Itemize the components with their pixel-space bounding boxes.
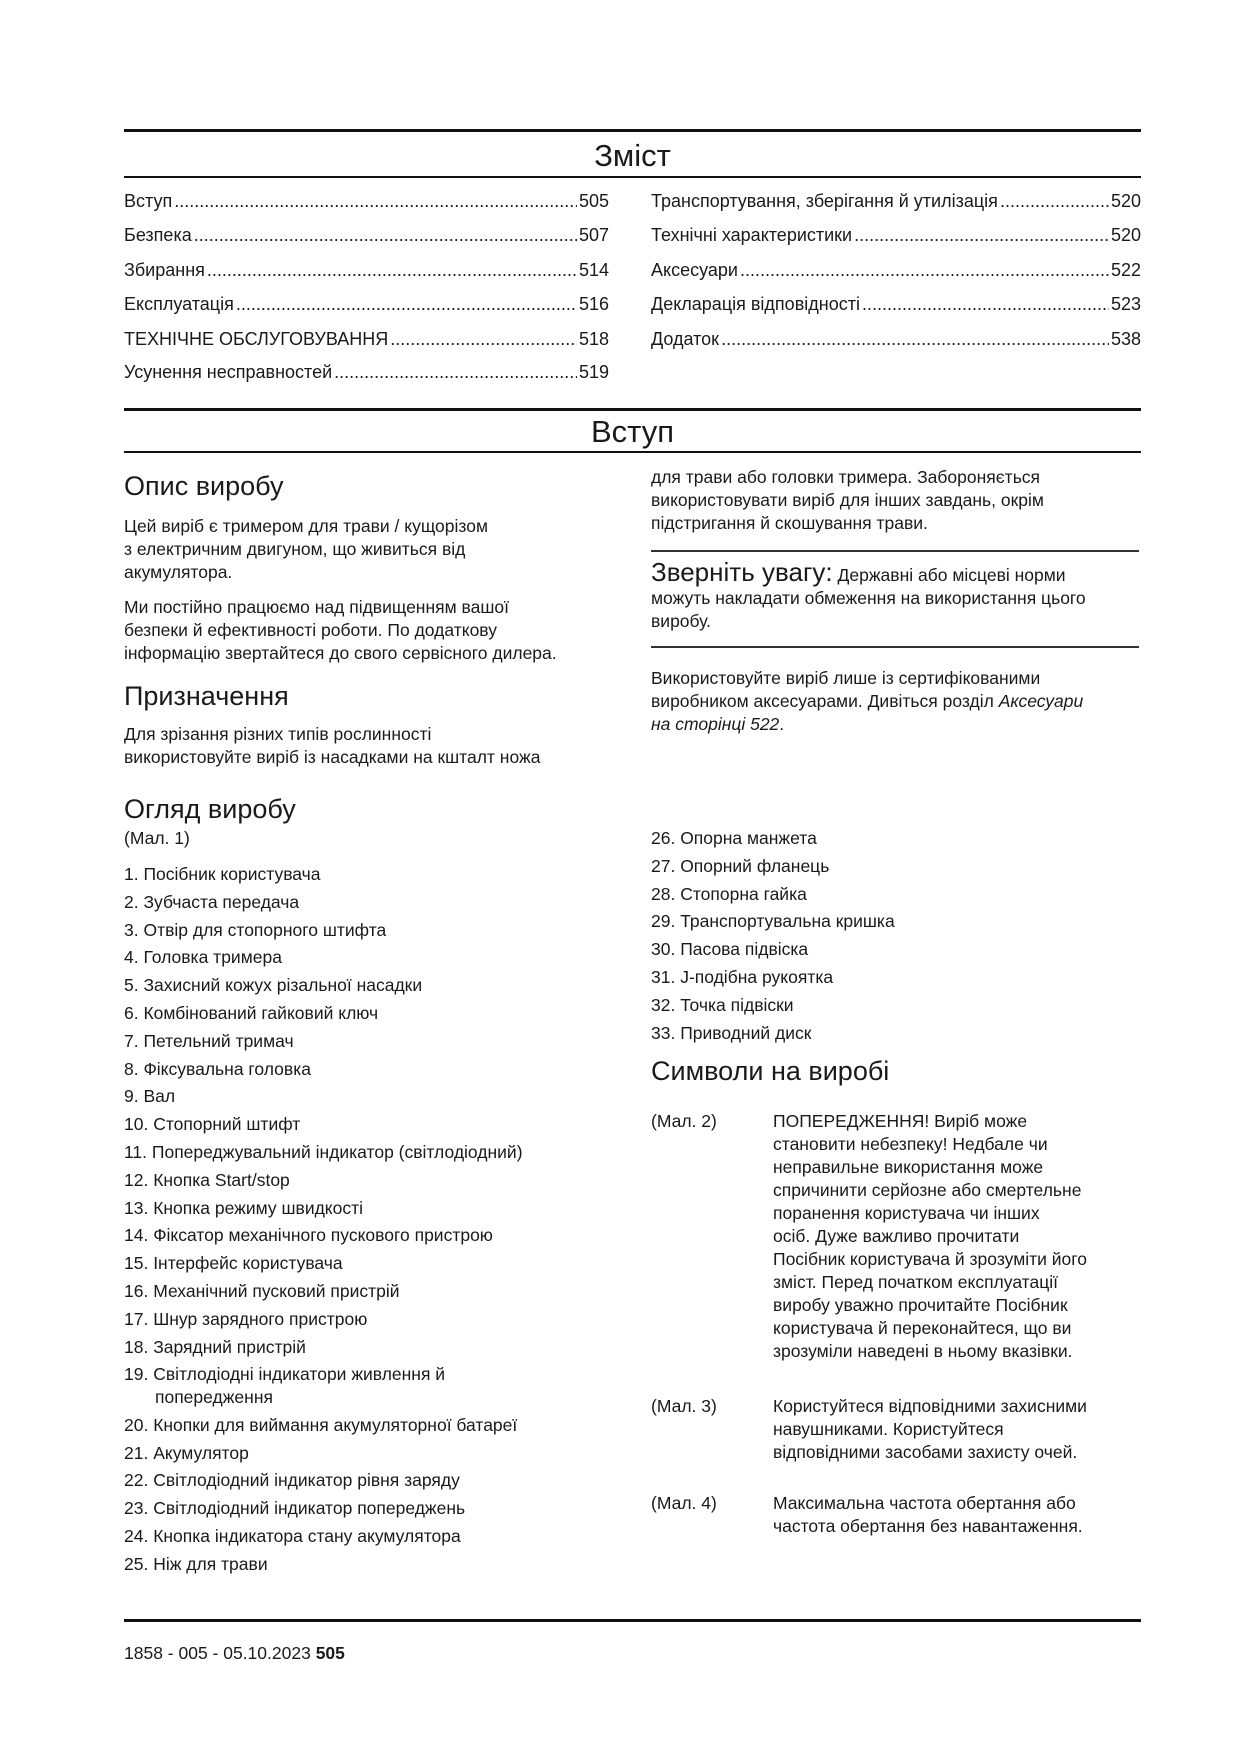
text-line: Максимальна частота обертання або [773,1493,1076,1513]
text-line: для трави або головки тримера. Забороняється [651,467,1041,487]
list-item: 23. Світлодіодний індикатор попереджень [124,1498,466,1519]
toc-entry-page: 507 [578,225,609,245]
text-line: з електричним двигуном, що живиться від [124,539,466,559]
list-item: 17. Шнур зарядного пристрою [124,1308,368,1329]
list-item: 10. Стопорний штифт [124,1114,301,1135]
accessories-page-link[interactable]: на сторінці 522 [651,714,780,734]
text-line: Користуйтеся відповідними захисними [773,1396,1087,1416]
document-code: 1858 - 005 - 05.10.2023 [124,1643,316,1663]
accessories-paragraph [651,667,1083,736]
text-line: використовувати виріб для інших завдань, окрім [651,490,1044,510]
toc-entry-label: ТЕХНІЧНЕ ОБСЛУГОВУВАННЯ [124,329,389,349]
text-line: підстригання й скошування трави. [651,513,928,533]
text-line: становити небезпеку! Недбале чи [773,1134,1048,1154]
toc-entry[interactable] [124,293,609,315]
toc-entry[interactable] [651,224,1141,246]
list-item: 27. Опорний фланець [651,855,830,876]
note-bottom-rule [651,646,1139,648]
toc-entry-label: Усунення несправностей [124,362,333,382]
toc-entry-page: 514 [578,260,609,280]
text-line: користувача й переконайтеся, що ви [773,1318,1072,1338]
intro-title-rule [124,451,1141,453]
toc-entry[interactable] [651,328,1141,350]
list-item: 13. Кнопка режиму швидкості [124,1197,364,1218]
toc-top-rule [124,129,1141,132]
description-heading: Опис виробу [124,471,284,501]
intro-top-rule [124,408,1141,411]
list-item: 9. Вал [124,1086,176,1107]
toc-entry-label: Експлуатація [124,294,234,314]
list-item: 30. Пасова підвіска [651,939,809,960]
text-line: акумулятора. [124,562,233,582]
toc-entry-label: Вступ [124,191,173,211]
purpose-paragraph-continued [651,466,1044,535]
toc-entry-page: 519 [578,362,609,382]
overview-list-right [651,827,895,1049]
list-item: 29. Транспортувальна кришка [651,911,895,932]
text-line: безпеки й ефективності роботи. По додаткову [124,620,497,640]
list-item-line: 19. Світлодіодні індикатори живлення й [124,1364,446,1385]
intro-title: Вступ [590,414,674,449]
page-footer [124,1642,345,1664]
list-item: 5. Захисний кожух різальної насадки [124,975,423,996]
symbols-heading: Символи на виробі [651,1056,890,1086]
symbol-description [773,1395,1143,1464]
toc-entry-label: Технічні характеристики [651,225,853,245]
text-line: Посібник користувача й зрозуміти його [773,1249,1088,1269]
purpose-paragraph-start [124,723,540,769]
list-item: 4. Головка тримера [124,947,282,968]
list-item: 33. Приводний диск [651,1022,812,1043]
text-line: зрозуміли наведені в ньому вказівки. [773,1341,1073,1361]
text-line: Використовуйте виріб лише із сертифікованими [651,668,1041,688]
footer-rule [124,1619,1141,1622]
text-line: . [779,714,785,734]
purpose-heading: Призначення [124,681,289,711]
toc-entry-page: 505 [578,191,609,211]
list-item: 28. Стопорна гайка [651,883,807,904]
list-item: 18. Зарядний пристрій [124,1336,306,1357]
list-item: 32. Точка підвіски [651,994,794,1015]
list-item: 25. Ніж для трави [124,1553,268,1574]
list-item: 22. Світлодіодний індикатор рівня заряду [124,1470,460,1491]
toc-entry[interactable] [124,361,609,383]
symbol-figure-ref: (Мал. 3) [651,1396,717,1416]
toc-entry-page: 520 [1110,191,1141,211]
text-line: Цей виріб є тримером для трави / кущорізом [124,516,488,536]
text-line: осіб. Дуже важливо прочитати [773,1226,1020,1246]
toc-entry-label: Декларація відповідності [651,294,860,314]
description-paragraph-1 [124,515,488,584]
list-item-line: попередження [155,1387,273,1408]
toc-title: Зміст [594,138,671,173]
text-line: ПОПЕРЕДЖЕННЯ! Виріб може [773,1111,1028,1131]
symbol-figure-ref: (Мал. 4) [651,1493,717,1513]
text-line: спричинити серйозне або смертельне [773,1180,1082,1200]
list-item: 1. Посібник користувача [124,864,321,884]
toc-entry-label: Безпека [124,225,192,245]
note-top-rule [651,550,1139,552]
toc-entry-page: 523 [1110,294,1141,314]
note-text: можуть накладати обмеження на використання цього [651,588,1086,608]
toc-entry[interactable] [124,259,609,281]
toc-entry-label: Збирання [124,260,205,280]
overview-figure-ref: (Мал. 1) [124,828,190,848]
toc-entry[interactable] [651,190,1141,212]
overview-list-left [124,863,523,1581]
list-item: 24. Кнопка індикатора стану акумулятора [124,1526,461,1547]
toc-title-rule [124,176,1141,178]
description-paragraph-2 [124,596,557,665]
list-item: 8. Фіксувальна головка [124,1058,311,1079]
toc-entry-label: Додаток [651,329,720,349]
toc-entry-label: Транспортування, зберігання й утилізація [651,191,998,211]
toc-entry-page: 522 [1110,260,1141,280]
note-text: Державні або місцеві норми [832,565,1066,585]
text-line: частота обертання без навантаження. [773,1516,1083,1536]
list-item [124,1363,523,1414]
text-line: зміст. Перед початком експлуатації [773,1272,1058,1292]
toc-entry-page: 518 [578,329,609,349]
text-line: використовуйте виріб із насадками на кшталт ножа [124,747,541,767]
toc-entry[interactable] [124,328,609,350]
text-line: виробником аксесуарами. Дивіться розділ [651,691,999,711]
symbol-description [773,1492,1143,1538]
list-item: 16. Механічний пусковий пристрій [124,1280,400,1301]
text-line: відповідними засобами захисту очей. [773,1442,1078,1462]
text-line: Для зрізання різних типів рослинності [124,724,432,744]
list-item: 26. Опорна манжета [651,828,817,848]
toc-entry[interactable] [651,293,1141,315]
toc-entry[interactable] [124,224,609,246]
accessories-link[interactable]: Аксесуари [998,691,1084,711]
note-heading: Зверніть увагу: [651,557,833,587]
toc-entry[interactable] [651,259,1141,281]
list-item: 15. Інтерфейс користувача [124,1253,343,1274]
note-box [651,557,1086,633]
list-item: 7. Петельний тримач [124,1030,294,1051]
symbol-description [773,1110,1143,1363]
list-item: 31. J-подібна рукоятка [651,966,834,987]
text-line: навушниками. Користуйтеся [773,1419,1004,1439]
note-text: виробу. [651,611,712,631]
list-item: 14. Фіксатор механічного пускового пристрою [124,1225,493,1246]
overview-heading: Огляд виробу [124,794,296,824]
toc-entry-label: Аксесуари [651,260,738,280]
list-item: 20. Кнопки для виймання акумуляторної батареї [124,1414,518,1435]
text-line: поранення користувача чи інших [773,1203,1040,1223]
toc-entry[interactable] [124,190,609,212]
toc-entry-page: 520 [1110,225,1141,245]
list-item: 2. Зубчаста передача [124,891,300,912]
list-item: 6. Комбінований гайковий ключ [124,1002,379,1023]
page-number: 505 [315,1643,345,1663]
text-line: Ми постійно працюємо над підвищенням вашої [124,597,509,617]
text-line: неправильне використання може [773,1157,1044,1177]
list-item: 21. Акумулятор [124,1442,249,1463]
toc-entry-page: 516 [578,294,609,314]
symbol-figure-ref: (Мал. 2) [651,1111,717,1131]
toc-entry-page: 538 [1110,329,1141,349]
list-item: 3. Отвір для стопорного штифта [124,919,387,940]
text-line: інформацію звертайтеся до свого сервісного дилера. [124,643,557,663]
list-item: 11. Попереджувальний індикатор (світлодіодний) [124,1141,523,1162]
text-line: виробу уважно прочитайте Посібник [773,1295,1068,1315]
list-item: 12. Кнопка Start/stop [124,1169,290,1190]
